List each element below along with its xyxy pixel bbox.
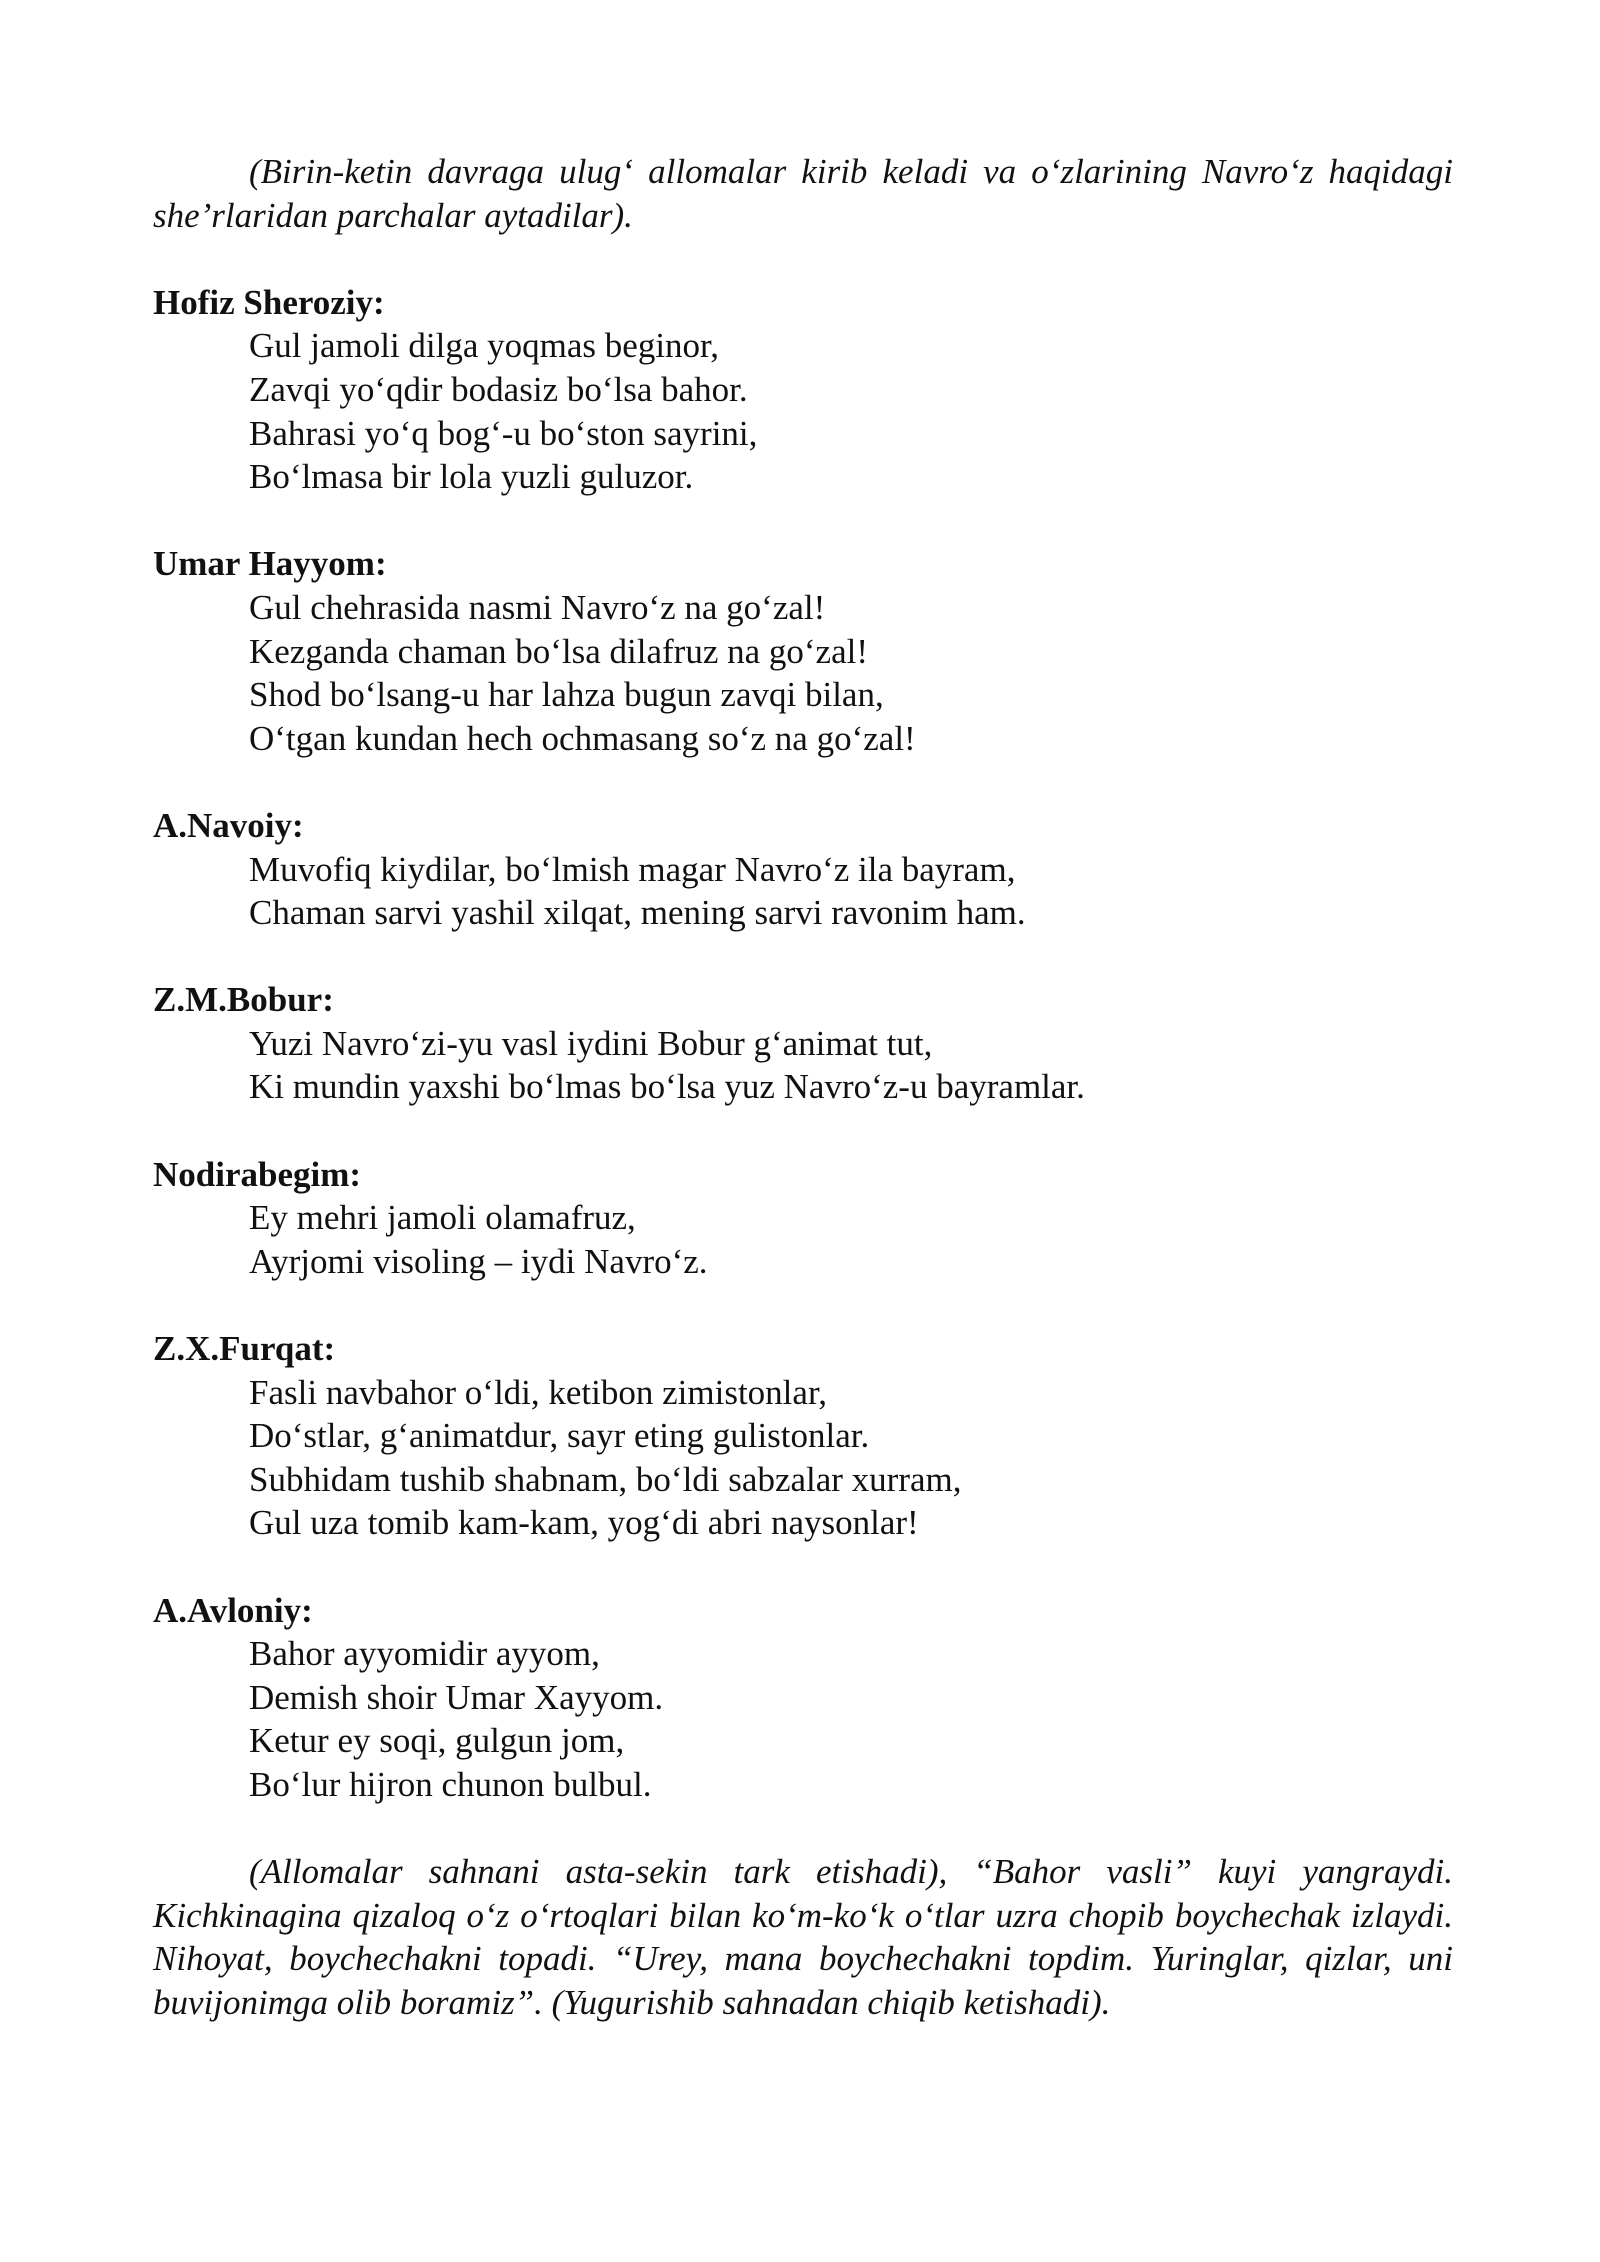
poem-section [153,804,1453,935]
speaker-name: Nodirabegim: [153,1154,362,1194]
verse [153,1371,1453,1545]
verse [153,586,1453,760]
poem-section [153,1153,1453,1284]
verse-line: Shod bo‘lsang-u har lahza bugun zavqi bilan, [249,675,884,715]
verse-line: Zavqi yo‘qdir bodasiz bo‘lsa bahor. [249,369,748,409]
verse-line: Muvofiq kiydilar, bo‘lmish magar Navro‘z ila bayram, [249,849,1016,889]
document-page [153,150,1453,2025]
verse-line: Ki mundin yaxshi bo‘lmas bo‘lsa yuz Navro‘z-u bayramlar. [249,1067,1085,1107]
verse-line: Demish shoir Umar Xayyom. [249,1677,664,1717]
verse-line: Bahrasi yo‘q bog‘-u bo‘ston sayrini, [249,413,758,453]
verse-line: Bo‘lmasa bir lola yuzli guluzor. [249,457,694,497]
verse-line: O‘tgan kundan hech ochmasang so‘z na go‘zal! [249,718,916,758]
poem-section [153,1327,1453,1545]
speaker-name: Hofiz Sheroziy: [153,282,385,322]
verse-line: Ayrjomi visoling – iydi Navro‘z. [249,1241,708,1281]
verse [153,848,1453,935]
speaker-name: Z.M.Bobur: [153,980,334,1020]
verse [153,1632,1453,1806]
verse-line: Ey mehri jamoli olamafruz, [249,1198,636,1238]
speaker-name: Z.X.Furqat: [153,1329,336,1369]
verse [153,324,1453,498]
verse-line: Chaman sarvi yashil xilqat, mening sarvi ravonim ham. [249,893,1026,933]
verse [153,1196,1453,1283]
verse-line: Kezganda chaman bo‘lsa dilafruz na go‘zal! [249,631,868,671]
verse-line: Fasli navbahor o‘ldi, ketibon zimistonlar, [249,1372,827,1412]
closing-stage-direction: (Allomalar sahnani asta-sekin tark etishadi), “Bahor vasli” kuyi yangraydi. Kichkinagina qizaloq o‘z o‘rtoqlari bilan ko‘m-ko‘k o‘tlar uzra chopib boychechak izlaydi. Nihoyat, boychechakni topadi. “Urey, mana boychechakni topdim. Yuringlar, qizlar, uni buvijonimga olib boramiz”. (Yugurishib sahnadan chiqib ketishadi). [153,1852,1453,2022]
verse-line: Bahor ayyomidir ayyom, [249,1634,600,1674]
poem-section [153,1589,1453,1807]
speaker-name: A.Navoiy: [153,805,304,845]
speaker-name: A.Avloniy: [153,1590,313,1630]
poem-section [153,978,1453,1109]
intro-stage-direction: (Birin-ketin davraga ulug‘ allomalar kirib keladi va o‘zlarining Navro‘z haqidagi she’rlaridan parchalar aytadilar). [153,152,1453,235]
speaker-name: Umar Hayyom: [153,544,387,584]
poem-section [153,542,1453,760]
verse-line: Gul chehrasida nasmi Navro‘z na go‘zal! [249,587,826,627]
verse [153,1022,1453,1109]
poem-sections [153,281,1453,1807]
verse-line: Gul jamoli dilga yoqmas beginor, [249,326,720,366]
verse-line: Gul uza tomib kam-kam, yog‘di abri naysonlar! [249,1503,919,1543]
verse-line: Yuzi Navro‘zi-yu vasl iydini Bobur g‘animat tut, [249,1023,933,1063]
verse-line: Do‘stlar, g‘animatdur, sayr eting gulistonlar. [249,1416,870,1456]
poem-section [153,281,1453,499]
verse-line: Subhidam tushib shabnam, bo‘ldi sabzalar xurram, [249,1459,962,1499]
verse-line: Ketur ey soqi, gulgun jom, [249,1721,625,1761]
verse-line: Bo‘lur hijron chunon bulbul. [249,1764,652,1804]
